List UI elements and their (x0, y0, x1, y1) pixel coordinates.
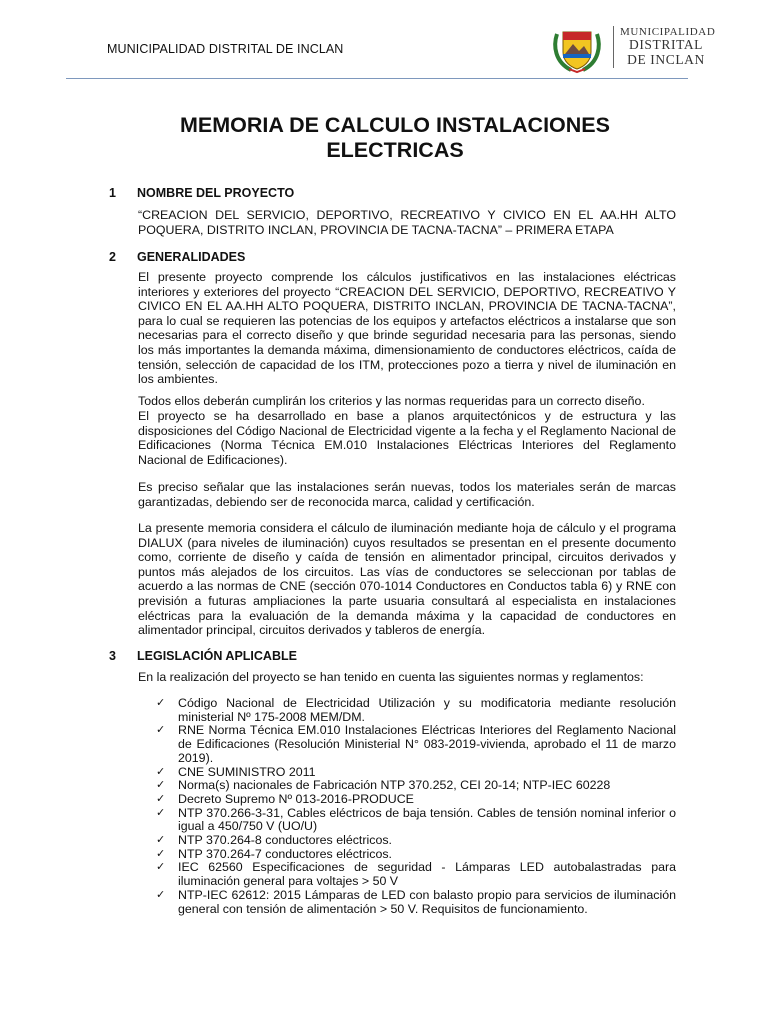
logo-text-line2: DISTRITAL (628, 37, 704, 53)
list-item: ✓ NTP 370.264-7 conductores eléctricos. (156, 846, 392, 861)
title-line1: MEMORIA DE CALCULO INSTALACIONES (180, 113, 610, 137)
check-mark-icon: ✓ (156, 861, 166, 874)
logo-text-line3: DE INCLAN (627, 51, 705, 67)
check-mark-icon: ✓ (156, 806, 166, 819)
section-number: 2 (109, 250, 116, 264)
check-mark-icon: ✓ (156, 888, 166, 901)
section-number: 3 (109, 649, 116, 663)
check-mark-icon: ✓ (156, 779, 166, 792)
check-mark-icon: ✓ (156, 834, 166, 847)
section-3-heading (109, 649, 297, 663)
section-number: 1 (109, 186, 116, 200)
section-2-paragraph-3: El proyecto se ha desarrollado en base a planos arquitectónicos y de estructura y las disposiciones del Código Nacional de Electricidad vigente a la fecha y el Reglamento Nacional de Edificaciones (Norma Técnica EM.010 Instalaciones Eléctricas Interiores del Reglamento Nacional de Edificaciones). (138, 409, 676, 467)
title-line2: ELECTRICAS (326, 138, 464, 162)
municipal-logo-icon (551, 24, 603, 74)
header-text: MUNICIPALIDAD DISTRITAL DE INCLAN (107, 42, 344, 56)
list-item: ✓ IEC 62560 Especificaciones de seguridad - Lámparas LED autobalastradas para iluminación general para voltajes > 50 V (156, 860, 676, 889)
list-item: ✓ Norma(s) nacionales de Fabricación NTP 370.252, CEI 20-14; NTP-IEC 60228 (156, 778, 611, 793)
list-item: ✓ NTP 370.264-8 conductores eléctricos. (156, 833, 392, 848)
section-2-paragraph-1: El presente proyecto comprende los cálculos justificativos en las instalaciones eléctricas interiores y exteriores del proyecto “CREACION DEL SERVICIO, DEPORTIVO, RECREATIVO Y CIVICO EN EL AA.HH ALTO POQUERA, DISTRITO INCLAN, PROVINCIA DE TACNA-TACNA”, para lo cual se requieren las potencias de los equipos y artefactos eléctricos a instalarse que son necesarias para el correcto diseño y que brinde seguridad necesaria para las personas, siendo los más importantes la demanda máxima, dimensionamiento de conductores eléctricos, caída de tensión, selección de capacidad de los ITM, protecciones pozo a tierra y nivel de iluminación en los ambientes. (138, 270, 676, 387)
section-2-paragraph-2: Todos ellos deberán cumplirán los criterios y las normas requeridas para un correcto diseño. (138, 394, 645, 408)
logo-text-line1: MUNICIPALIDAD (620, 26, 716, 38)
list-item: ✓ RNE Norma Técnica EM.010 Instalaciones Eléctricas Interiores del Reglamento Nacional de Edificaciones (Resolución Ministerial N° 083-2019-vivienda, aprobado el 11 de marzo 2019). (156, 723, 676, 765)
list-item: ✓ NTP 370.266-3-31, Cables eléctricos de baja tensión. Cables de tensión nominal inferior o igual a 450/750 V (UO/U) (156, 805, 676, 834)
check-mark-icon: ✓ (156, 697, 166, 709)
list-item: ✓ Código Nacional de Electricidad Utilización y su modificatoria mediante resolución ministerial Nº 175-2008 MEM/DM. (156, 696, 676, 724)
legislation-list (138, 697, 676, 916)
section-title: GENERALIDADES (137, 250, 246, 264)
section-2-paragraph-5: La presente memoria considera el cálculo de iluminación mediante hoja de cálculo y el programa DIALUX (para niveles de iluminación) cuyos resultados se presentan en el presente documento como, corriente de diseño y caída de tensión en alimentador principal, circuitos derivados y puntos más alejados de los circuitos. Las vías de conductores se seleccionan por tablas de acuerdo a las normas de CNE (sección 070-1014 Conductores en Conductos tabla 6) y RNE con previsión a futuras ampliaciones la parte usuaria consultará al especialista en instalaciones eléctricas para la evaluación de la demanda máxima y la capacidad de conductores en alimentador principal, circuitos derivados y tableros de energía. (138, 521, 676, 638)
logo-separator (613, 26, 614, 68)
section-1-heading (109, 186, 294, 200)
list-item: ✓ NTP-IEC 62612: 2015 Lámparas de LED con balasto propio para servicios de iluminación general con tensión de alimentación > 50 V. Requisitos de funcionamiento. (156, 887, 676, 916)
section-2-paragraph-4: Es preciso señalar que las instalaciones serán nuevas, todos los materiales serán de marcas garantizadas, debiendo ser de reconocida marca, calidad y certificación. (138, 480, 676, 509)
section-3-paragraph: En la realización del proyecto se han tenido en cuenta las siguientes normas y reglamentos: (138, 670, 644, 684)
check-mark-icon: ✓ (156, 765, 166, 778)
section-title: NOMBRE DEL PROYECTO (137, 186, 295, 200)
list-item: ✓ Decreto Supremo Nº 013-2016-PRODUCE (156, 791, 414, 806)
document-title (130, 113, 660, 163)
section-2-heading (109, 250, 245, 264)
list-item: ✓ CNE SUMINISTRO 2011 (156, 764, 316, 779)
check-mark-icon: ✓ (156, 724, 166, 737)
check-mark-icon: ✓ (156, 847, 166, 860)
section-title: LEGISLACIÓN APLICABLE (137, 649, 297, 663)
section-1-paragraph: “CREACION DEL SERVICIO, DEPORTIVO, RECREATIVO Y CIVICO EN EL AA.HH ALTO POQUERA, DISTRITO INCLAN, PROVINCIA DE TACNA-TACNA” – PRIMERA ETAPA (138, 208, 676, 237)
logo-text (620, 26, 716, 68)
check-mark-icon: ✓ (156, 792, 166, 805)
header-divider (66, 78, 688, 79)
